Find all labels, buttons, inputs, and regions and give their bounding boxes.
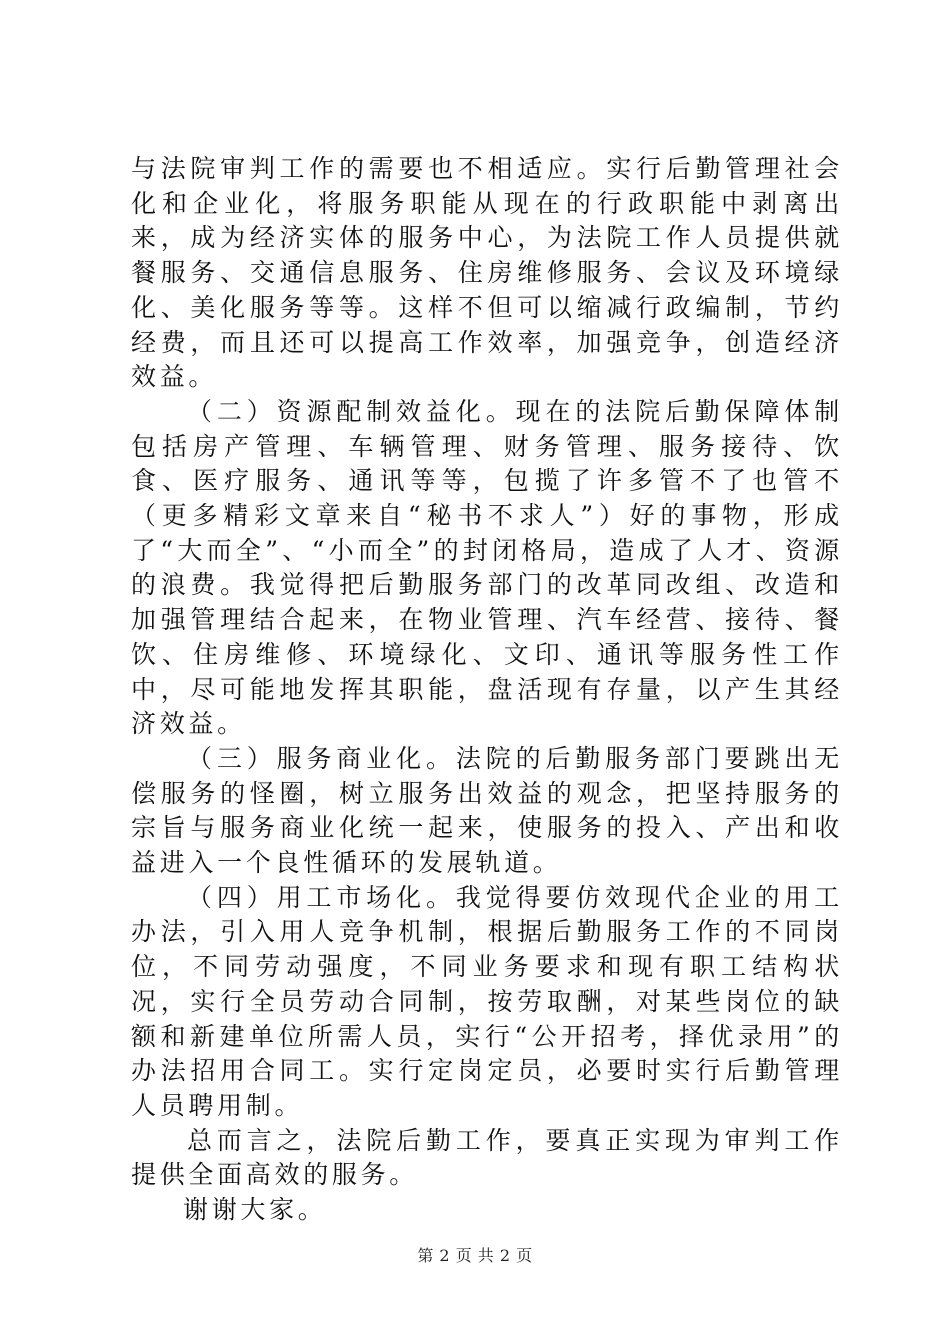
paragraph-continuation: 与法院审判工作的需要也不相适应。实行后勤管理社会化和企业化，将服务职能从现在的行政职能中剥离出来，成为经济实体的服务中心，为法院工作人员提供就餐服务、交通信息服务、住房维修服务、会议及环境绿化、美化服务等等。这样不但可以缩减行政编制，节约经费，而且还可以提高工作效率，加强竞争，创造经济效益。 xyxy=(131,154,843,392)
document-body xyxy=(131,152,843,1228)
paragraph-section-4: （四）用工市场化。我觉得要仿效现代企业的用工办法，引入用人竞争机制，根据后勤服务工作的不同岗位，不同劳动强度，不同业务要求和现有职工结构状况，实行全员劳动合同制，按劳取酬，对某些岗位的缺额和新建单位所需人员，实行“公开招考，择优录用”的办法招用合同工。实行定岗定员，必要时实行后勤管理人员聘用制。 xyxy=(131,882,843,1120)
paragraph-conclusion: 总而言之，法院后勤工作，要真正实现为审判工作提供全面高效的服务。 xyxy=(131,1125,843,1190)
page-number-footer: 第 2 页 共 2 页 xyxy=(417,1246,533,1265)
paragraph-section-2: （二）资源配制效益化。现在的法院后勤保障体制包括房产管理、车辆管理、财务管理、服务接待、饮食、医疗服务、通讯等等，包揽了许多管不了也管不（更多精彩文章来自“秘书不求人”）好的事物，形成了“大而全”、“小而全”的封闭格局，造成了人才、资源的浪费。我觉得把后勤服务部门的改革同改组、改造和加强管理结合起来，在物业管理、汽车经营、接待、餐饮、住房维修、环境绿化、文印、通讯等服务性工作中，尽可能地发挥其职能，盘活现有存量，以产生其经济效益。 xyxy=(131,396,843,739)
paragraph-closing: 谢谢大家。 xyxy=(183,1195,327,1225)
paragraph-section-3: （三）服务商业化。法院的后勤服务部门要跳出无偿服务的怪圈，树立服务出效益的观念，把坚持服务的宗旨与服务商业化统一起来，使服务的投入、产出和收益进入一个良性循环的发展轨道。 xyxy=(131,743,843,878)
